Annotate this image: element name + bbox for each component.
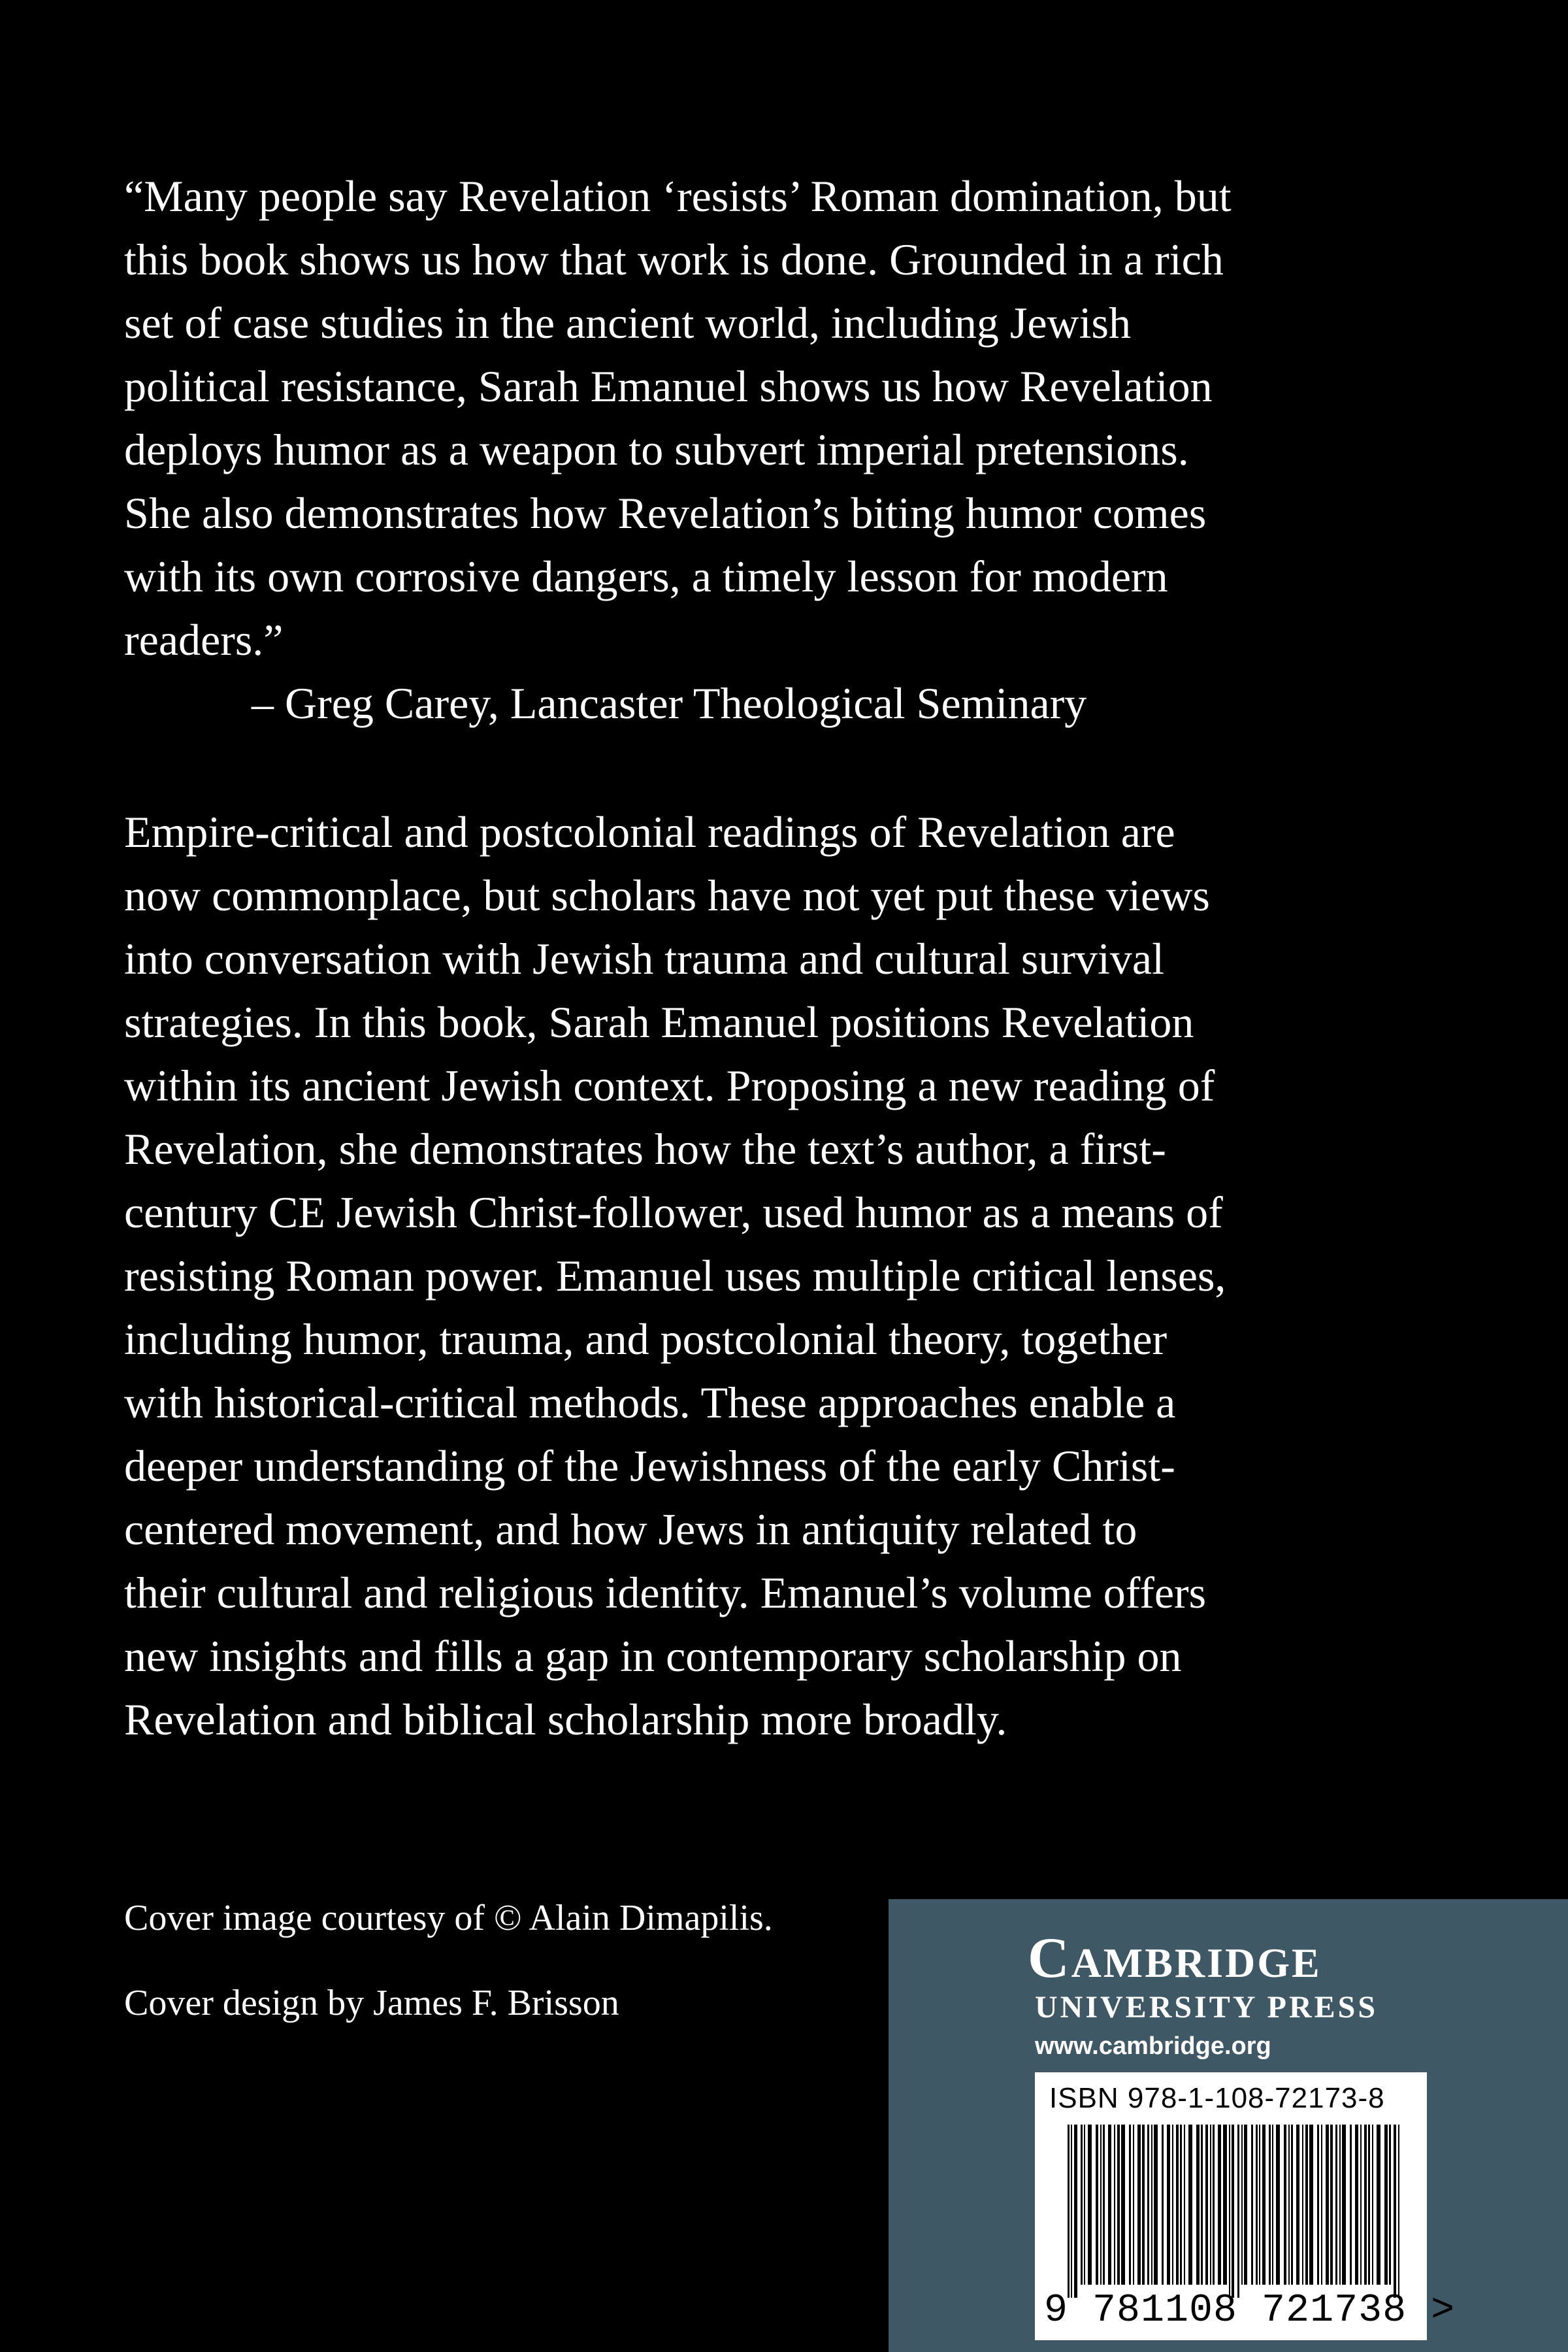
quote-line: political resistance, Sarah Emanuel shows us how Revelation — [124, 361, 1213, 411]
barcode-bar — [1201, 2125, 1203, 2285]
barcode-bar — [1133, 2125, 1134, 2285]
publisher-website[interactable]: www.cambridge.org — [1035, 2032, 1271, 2060]
barcode-bar — [1151, 2125, 1152, 2285]
barcode-bar — [1172, 2125, 1173, 2285]
barcode-bar — [1276, 2125, 1280, 2285]
cover-design-credit: Cover design by James F. Brisson — [124, 1983, 619, 2023]
barcode-bar — [1184, 2125, 1185, 2285]
barcode-bar — [1364, 2125, 1367, 2285]
barcode-bar — [1259, 2125, 1260, 2285]
publisher-name — [1028, 1929, 1322, 1993]
publisher-panel — [889, 1899, 1568, 2352]
publisher-name-initial: C — [1028, 1927, 1071, 1990]
barcode-bar — [1162, 2125, 1164, 2285]
barcode-bar — [1317, 2125, 1319, 2285]
barcode-bar — [1232, 2125, 1234, 2298]
barcode-bar — [1339, 2125, 1341, 2285]
barcode-bar — [1103, 2125, 1105, 2285]
barcode-bar — [1154, 2125, 1158, 2285]
endorsement-quote — [124, 165, 1352, 672]
barcode-bar — [1121, 2125, 1125, 2285]
description-line: new insights and fills a gap in contemporary scholarship on — [124, 1631, 1182, 1681]
barcode-bar — [1368, 2125, 1370, 2285]
quote-line: set of case studies in the ancient world, including Jewish — [124, 298, 1131, 348]
isbn-barcode-box — [1035, 2072, 1456, 2340]
barcode-bar — [1262, 2125, 1266, 2285]
isbn-label: ISBN 978-1-108-72173-8 — [1049, 2082, 1385, 2114]
barcode-bar — [1237, 2125, 1239, 2298]
barcode-bar — [1302, 2125, 1303, 2285]
barcode-bar — [1117, 2125, 1120, 2285]
publisher-name-rest: AMBRIDGE — [1071, 1940, 1322, 1986]
description-line: centered movement, and how Jews in antiquity related to — [124, 1504, 1137, 1554]
barcode-bar — [1284, 2125, 1286, 2285]
description-line: their cultural and religious identity. Emanuel’s volume offers — [124, 1568, 1207, 1617]
barcode-bar — [1389, 2125, 1391, 2285]
barcode-bar — [1372, 2125, 1373, 2285]
barcode-bar — [1398, 2125, 1399, 2298]
barcode-digits: 9 781108 721738 > — [1044, 2289, 1456, 2333]
barcode-bar — [1269, 2125, 1271, 2285]
barcode-bar — [1137, 2125, 1141, 2285]
quote-attribution: – Greg Carey, Lancaster Theological Seminary — [252, 678, 1087, 728]
barcode-bar — [1288, 2125, 1290, 2285]
barcode-bar — [1241, 2125, 1243, 2285]
barcode-bar — [1088, 2125, 1092, 2285]
barcode-bar — [1071, 2125, 1072, 2298]
barcode-bar — [1335, 2125, 1337, 2285]
barcode-bar — [1229, 2125, 1230, 2298]
barcode-bar — [1129, 2125, 1131, 2285]
description-line: strategies. In this book, Sarah Emanuel positions Revelation — [124, 997, 1194, 1047]
barcode-bar — [1296, 2125, 1299, 2285]
cover-image-credit: Cover image courtesy of © Alain Dimapilis. — [124, 1898, 773, 1938]
barcode-bar — [1244, 2125, 1247, 2285]
barcode-bar — [1377, 2125, 1380, 2285]
barcode-bar — [1100, 2125, 1102, 2285]
barcode-bar — [1350, 2125, 1352, 2285]
barcode-bar — [1167, 2125, 1170, 2285]
quote-line: She also demonstrates how Revelation’s biting humor comes — [124, 488, 1207, 538]
barcode-bar — [1251, 2125, 1253, 2285]
barcode-bar — [1218, 2125, 1221, 2285]
description-line: Empire-critical and postcolonial readings of Revelation are — [124, 807, 1175, 857]
barcode-bar — [1096, 2125, 1098, 2285]
barcode-bar — [1147, 2125, 1149, 2285]
barcode-bar — [1196, 2125, 1200, 2285]
quote-line: with its own corrosive dangers, a timely lesson for modern — [124, 552, 1168, 601]
description-line: Revelation, she demonstrates how the text’s author, a first- — [124, 1124, 1166, 1174]
description-line: including humor, trauma, and postcolonial theory, together — [124, 1314, 1168, 1364]
barcode-bar — [1176, 2125, 1179, 2285]
barcode-bar — [1291, 2125, 1293, 2285]
barcode-bar — [1142, 2125, 1145, 2285]
barcode-bar — [1256, 2125, 1258, 2285]
description-line: deeper understanding of the Jewishness of the early Christ- — [124, 1441, 1175, 1491]
barcode-bar — [1384, 2125, 1388, 2285]
barcode-bar — [1188, 2125, 1192, 2285]
quote-line: “Many people say Revelation ‘resists’ Roman domination, but — [124, 171, 1232, 221]
barcode-bar — [1074, 2125, 1077, 2298]
barcode-bar — [1068, 2125, 1070, 2298]
description-line: into conversation with Jewish trauma and cultural survival — [124, 934, 1164, 984]
barcode-bar — [1360, 2125, 1362, 2285]
barcode-bar — [1272, 2125, 1273, 2285]
quote-line: this book shows us how that work is done. Grounded in a rich — [124, 235, 1224, 284]
book-description — [124, 801, 1352, 1751]
description-line: century CE Jewish Christ-follower, used humor as a means of — [124, 1187, 1223, 1237]
quote-line: deploys humor as a weapon to subvert imperial pretensions. — [124, 425, 1189, 474]
barcode-bar — [1355, 2125, 1358, 2285]
description-line: within its ancient Jewish context. Proposing a new reading of — [124, 1061, 1215, 1110]
barcode-bar — [1321, 2125, 1322, 2285]
barcode-bar — [1205, 2125, 1208, 2285]
barcode-bar — [1084, 2125, 1085, 2285]
barcode-bar — [1330, 2125, 1333, 2285]
description-line: resisting Roman power. Emanuel uses multiple critical lenses, — [124, 1251, 1226, 1300]
barcode-bar — [1326, 2125, 1329, 2285]
publisher-subtitle: UNIVERSITY PRESS — [1035, 1990, 1379, 2025]
description-line: now commonplace, but scholars have not yet put these views — [124, 870, 1210, 920]
quote-line: readers.” — [124, 615, 284, 665]
barcode-bar — [1114, 2125, 1115, 2285]
barcode-bar — [1081, 2125, 1083, 2285]
barcode-bar — [1309, 2125, 1313, 2285]
barcode-bar — [1210, 2125, 1211, 2285]
barcode-bar — [1108, 2125, 1111, 2285]
barcode-bar — [1223, 2125, 1227, 2285]
barcode-bar — [1305, 2125, 1308, 2285]
barcode-bar — [1213, 2125, 1215, 2285]
barcode-bar — [1394, 2125, 1396, 2298]
description-line: with historical-critical methods. These approaches enable a — [124, 1378, 1176, 1427]
barcode-bar — [1180, 2125, 1182, 2285]
barcode-bar — [1342, 2125, 1346, 2285]
description-line: Revelation and biblical scholarship more broadly. — [124, 1695, 1007, 1744]
